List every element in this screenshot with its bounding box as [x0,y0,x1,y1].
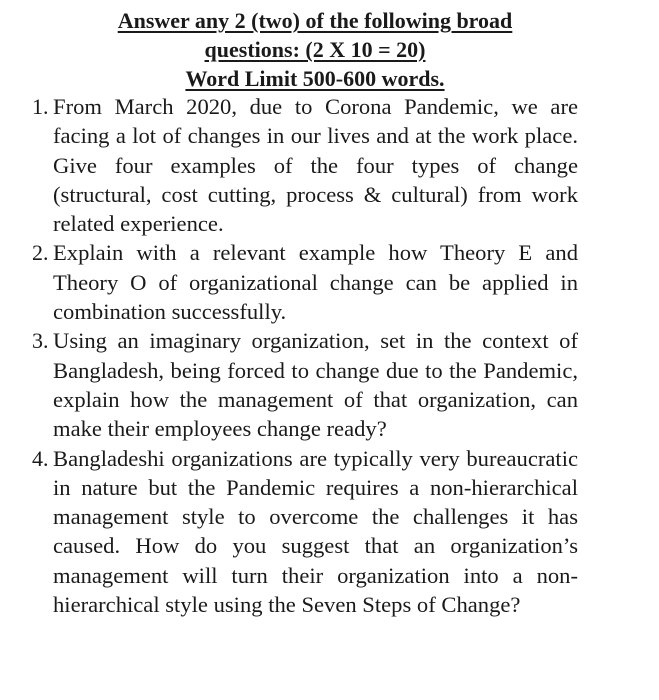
marks-line: questions: (2 X 10 = 20) [204,37,426,62]
instructions-header [0,6,630,93]
question-text: Using an imaginary organization, set in the context of Bangladesh, being forced to change due to the Pandemic, explain how the management of that organization, can make their employees change ready? [53,328,578,442]
question-number: 1. [32,94,49,119]
question-list [0,92,659,619]
question-text: Bangladeshi organizations are typically very bureaucratic in nature but the Pandemic requires a non-hierarchical management style to overcome the challenges it has caused. How do you suggest that an organization’s management will turn their organization into a non-hierarchical style using the Seven Steps of Change? [53,445,578,618]
question-3 [0,326,659,443]
question-4 [0,444,659,620]
question-number: 4. [32,445,49,471]
instruction-line: Answer any 2 (two) of the following broad [117,8,513,33]
question-2 [0,238,659,326]
question-number: 2. [32,240,49,266]
question-number: 3. [32,328,49,354]
word-limit-line: Word Limit 500-600 words. [185,66,445,91]
question-text: Explain with a relevant example how Theory E and Theory O of organizational change can be applied in combination successfully. [53,240,578,325]
question-text: From March 2020, due to Corona Pandemic, we are facing a lot of changes in our lives and at the work place. Give four examples of the four types of change (structural, cost cutting, process & cultural) from work related experience. [53,94,578,237]
question-1 [0,92,659,238]
